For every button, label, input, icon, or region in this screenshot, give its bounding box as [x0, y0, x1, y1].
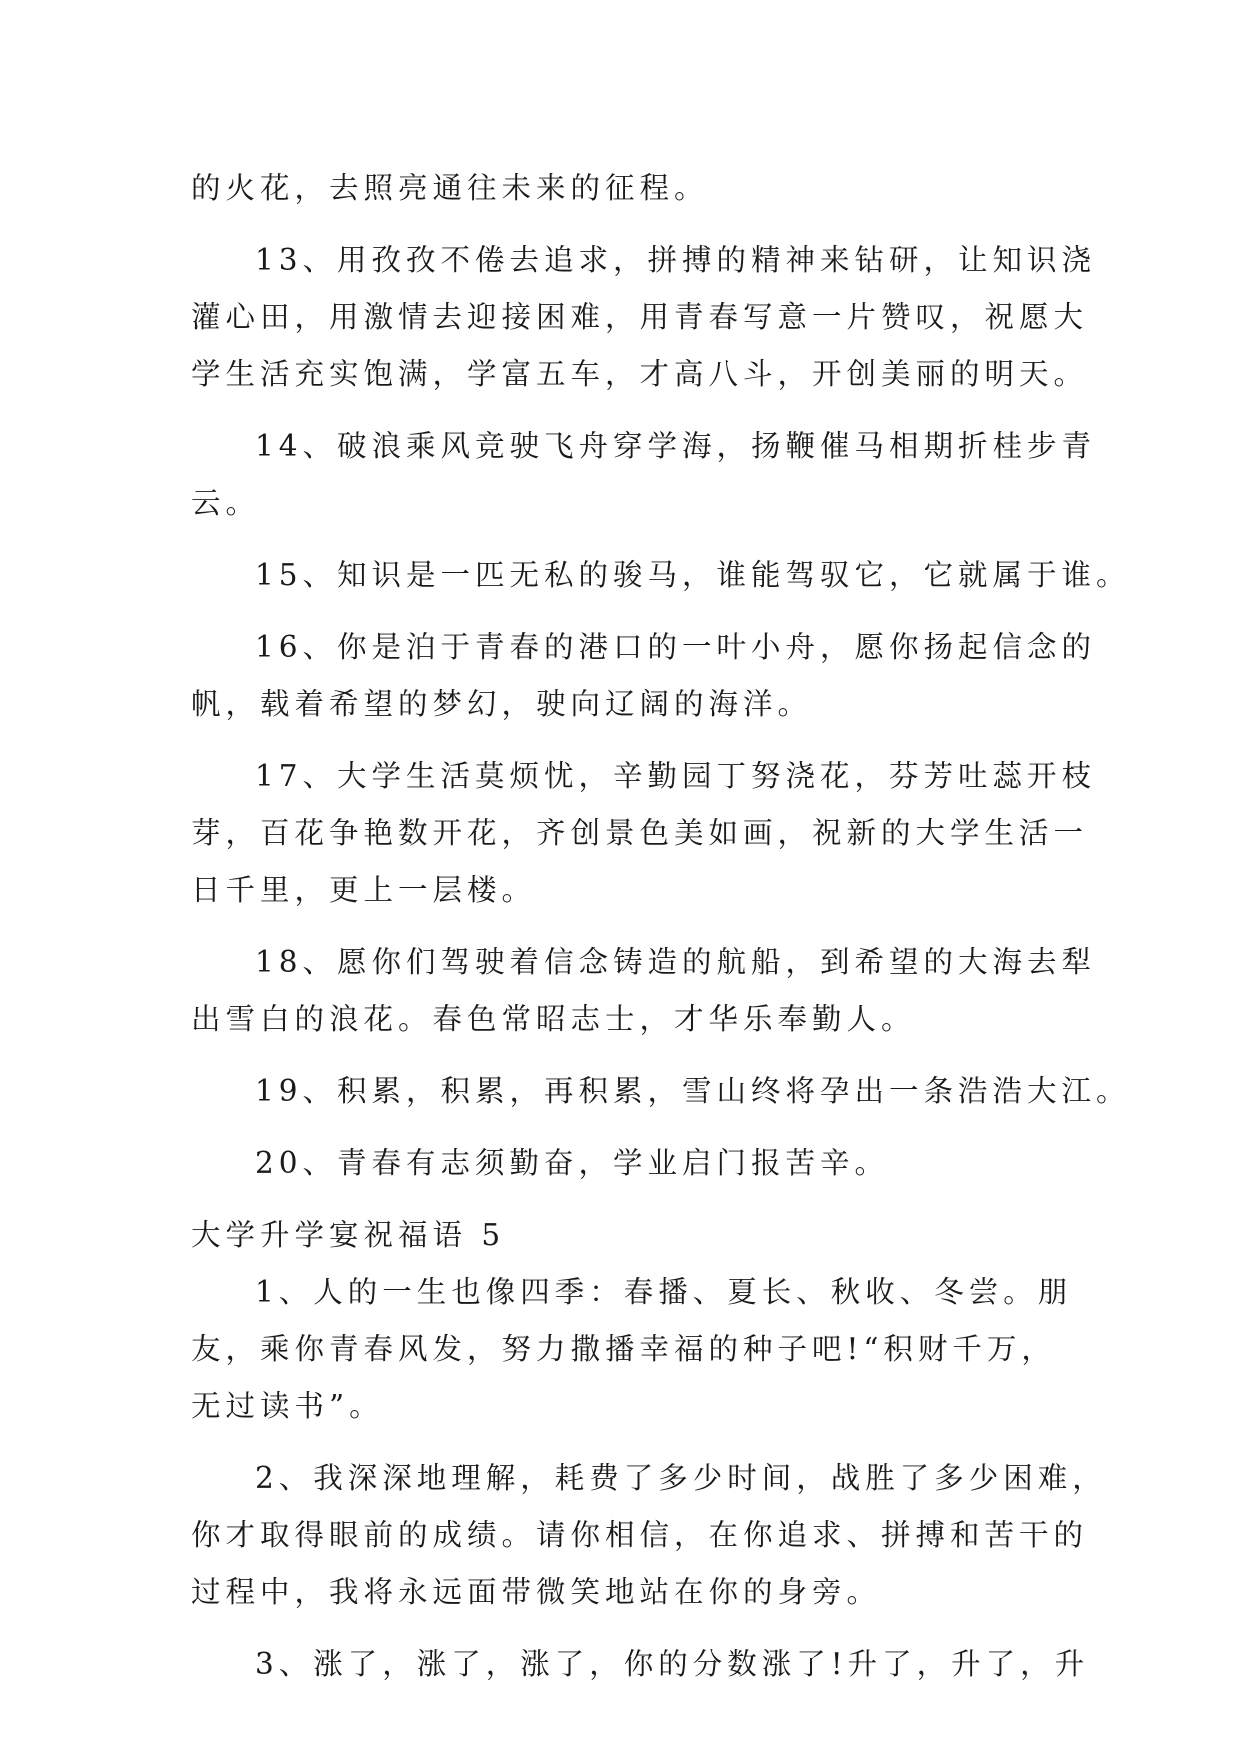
paragraph — [191, 1135, 1071, 1192]
text-line: 13、用孜孜不倦去追求，拼搏的精神来钻研，让知识浇 — [255, 243, 1097, 277]
text-line: 学生活充实饱满，学富五车，才高八斗，开创美丽的明天。 — [191, 357, 1089, 391]
text-line: 3、涨了，涨了，涨了，你的分数涨了!升了，升了，升 — [255, 1647, 1090, 1681]
paragraph — [191, 160, 1071, 217]
text-line: 1、人的一生也像四季：春播、夏长、秋收、冬尝。朋 — [255, 1275, 1073, 1309]
text-line: 17、大学生活莫烦忧，辛勤园丁努浇花，芬芳吐蕊开枝 — [255, 759, 1097, 793]
paragraph — [191, 1636, 1090, 1693]
paragraph — [191, 547, 1131, 604]
text-line: 15、知识是一匹无私的骏马，谁能驾驭它，它就属于谁。 — [255, 558, 1131, 592]
text-line: 14、破浪乘风竞驶飞舟穿学海，扬鞭催马相期折桂步青 — [255, 429, 1097, 463]
text-line: 日千里，更上一层楼。 — [191, 873, 537, 907]
text-line: 20、青春有志须勤奋，学业启门报苦辛。 — [255, 1146, 890, 1180]
text-line: 16、你是泊于青春的港口的一叶小舟，愿你扬起信念的 — [255, 630, 1097, 664]
text-line: 帆，载着希望的梦幻，驶向辽阔的海洋。 — [191, 687, 813, 721]
text-line: 友，乘你青春风发，努力撒播幸福的种子吧!“积财千万， — [191, 1332, 1056, 1366]
text-line: 你才取得眼前的成绩。请你相信，在你追求、拼搏和苦干的 — [191, 1518, 1089, 1552]
text-line: 灌心田，用激情去迎接困难，用青春写意一片赞叹，祝愿大 — [191, 300, 1089, 334]
paragraph — [191, 619, 1097, 733]
paragraph — [191, 232, 1097, 403]
document-body — [191, 160, 1131, 1708]
text-line: 出雪白的浪花。春色常昭志士，才华乐奉勤人。 — [191, 1002, 916, 1036]
text-line: 大学升学宴祝福语 5 — [191, 1218, 506, 1252]
text-line: 18、愿你们驾驶着信念铸造的航船，到希望的大海去犁 — [255, 945, 1097, 979]
paragraph — [191, 934, 1097, 1048]
text-line: 2、我深深地理解，耗费了多少时间，战胜了多少困难， — [255, 1461, 1107, 1495]
paragraph — [191, 1063, 1131, 1120]
paragraph — [191, 1264, 1071, 1435]
section-heading — [191, 1207, 1071, 1264]
text-line: 19、积累，积累，再积累，雪山终将孕出一条浩浩大江。 — [255, 1074, 1131, 1108]
paragraph — [191, 1450, 1107, 1621]
text-line: 云。 — [191, 486, 261, 520]
paragraph — [191, 748, 1097, 919]
paragraph — [191, 418, 1097, 532]
text-line: 芽，百花争艳数开花，齐创景色美如画，祝新的大学生活一 — [191, 816, 1089, 850]
text-line: 过程中，我将永远面带微笑地站在你的身旁。 — [191, 1575, 882, 1609]
text-line: 的火花，去照亮通往未来的征程。 — [191, 171, 709, 205]
text-line: 无过读书”。 — [191, 1389, 384, 1423]
